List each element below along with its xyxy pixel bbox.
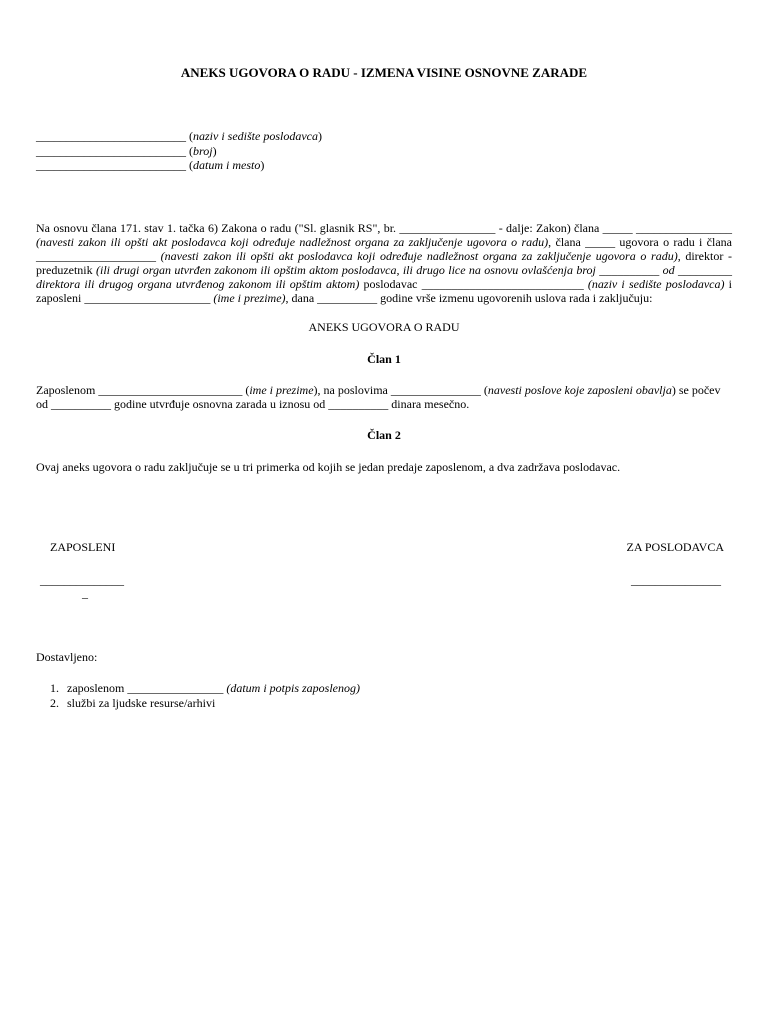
employer-signature-line: _______________ [631, 573, 721, 587]
list-item [50, 681, 360, 696]
article-1-heading: Član 1 [367, 352, 401, 366]
article-hint: navesti poslove koje zaposleni obavlja [487, 383, 672, 397]
article-hint: ime i prezime [249, 383, 314, 397]
intro-text: Na osnovu člana 171. stav 1. tačka 6) Zakona o radu ("Sl. glasnik RS", br. ________________ - dalje: Zakon) člana _____ ________________ [36, 221, 732, 235]
list-item [50, 696, 360, 711]
article-text: Ovaj aneks ugovora o radu zaključuje se u tri primerka od kojih se jedan predaje zaposlenom, a dva zadržava poslodavac. [36, 460, 621, 474]
intro-text: , direktor - preduzetnik [36, 249, 732, 277]
list-number: 1. [50, 681, 59, 695]
intro-hint: (ili drugi organ utvrđen zakonom ili opštim aktom poslodavca, ili drugo lice na osnovu ovlašćenja broj __________ od _________ direktora ili drugog organa utvrđenog zakonom ili opštim aktom) [36, 263, 732, 291]
header-field-number: _________________________ (broj) [36, 143, 217, 158]
header-fields [36, 129, 322, 173]
article-1-text [36, 383, 732, 411]
employer-signature-label: ZA POSLODAVCA [626, 540, 724, 554]
annex-subtitle: ANEKS UGOVORA O RADU [308, 320, 460, 334]
intro-text: , dana __________ godine vrše izmenu ugovorenih uslova rada i zaključuju: [285, 291, 653, 305]
employee-signature-label: ZAPOSLENI [50, 540, 116, 554]
header-field-date-place: _________________________ (datum i mesto) [36, 158, 265, 172]
intro-paragraph [36, 221, 732, 305]
article-2-heading: Član 2 [367, 428, 401, 442]
article-text: ), na poslovima _______________ ( [313, 383, 488, 397]
intro-text: poslodavac ___________________________ [359, 277, 588, 291]
intro-hint: (navesti zakon ili opšti akt poslodavca koji određuje nadležnost organa za zaključenje ugovora o radu) [160, 249, 678, 263]
document-title: ANEKS UGOVORA O RADU - IZMENA VISINE OSNOVNE ZARADE [180, 65, 588, 80]
article-2-text [36, 460, 732, 474]
intro-hint: (ime i prezime) [213, 291, 286, 305]
article-text: ) se počev od __________ godine utvrđuje osnovna zarada u iznosu od __________ dinara mesečno. [36, 383, 721, 411]
signature-dash: – [82, 590, 88, 604]
delivered-label: Dostavljeno: [36, 650, 98, 664]
employee-signature-line: ______________ [40, 573, 124, 587]
intro-text: i zaposleni _____________________ [36, 277, 732, 305]
article-text: Zaposlenom ________________________ ( [36, 383, 250, 397]
intro-text: , člana _____ ugovora o radu i člana ____________________ [36, 235, 732, 263]
field-hint: datum i mesto [193, 158, 261, 172]
intro-hint: (naziv i sedište poslodavca) [587, 277, 725, 291]
header-field-employer: _________________________ (naziv i sedište poslodavca) [36, 129, 322, 143]
list-text: zaposlenom ________________ [67, 681, 227, 695]
blank-line: _________________________ [36, 129, 186, 143]
delivery-list [50, 681, 360, 710]
blank-line: _________________________ [36, 143, 186, 158]
field-hint: naziv i sedište poslodavca [193, 129, 318, 143]
intro-hint: (navesti zakon ili opšti akt poslodavca koji određuje nadležnost organa za zaključenje ugovora o radu) [36, 235, 549, 249]
list-hint: (datum i potpis zaposlenog) [226, 681, 360, 695]
list-text: službi za ljudske resurse/arhivi [67, 695, 216, 710]
blank-line: _________________________ [36, 158, 186, 172]
field-hint: broj [193, 143, 213, 158]
list-number: 2. [50, 695, 59, 710]
